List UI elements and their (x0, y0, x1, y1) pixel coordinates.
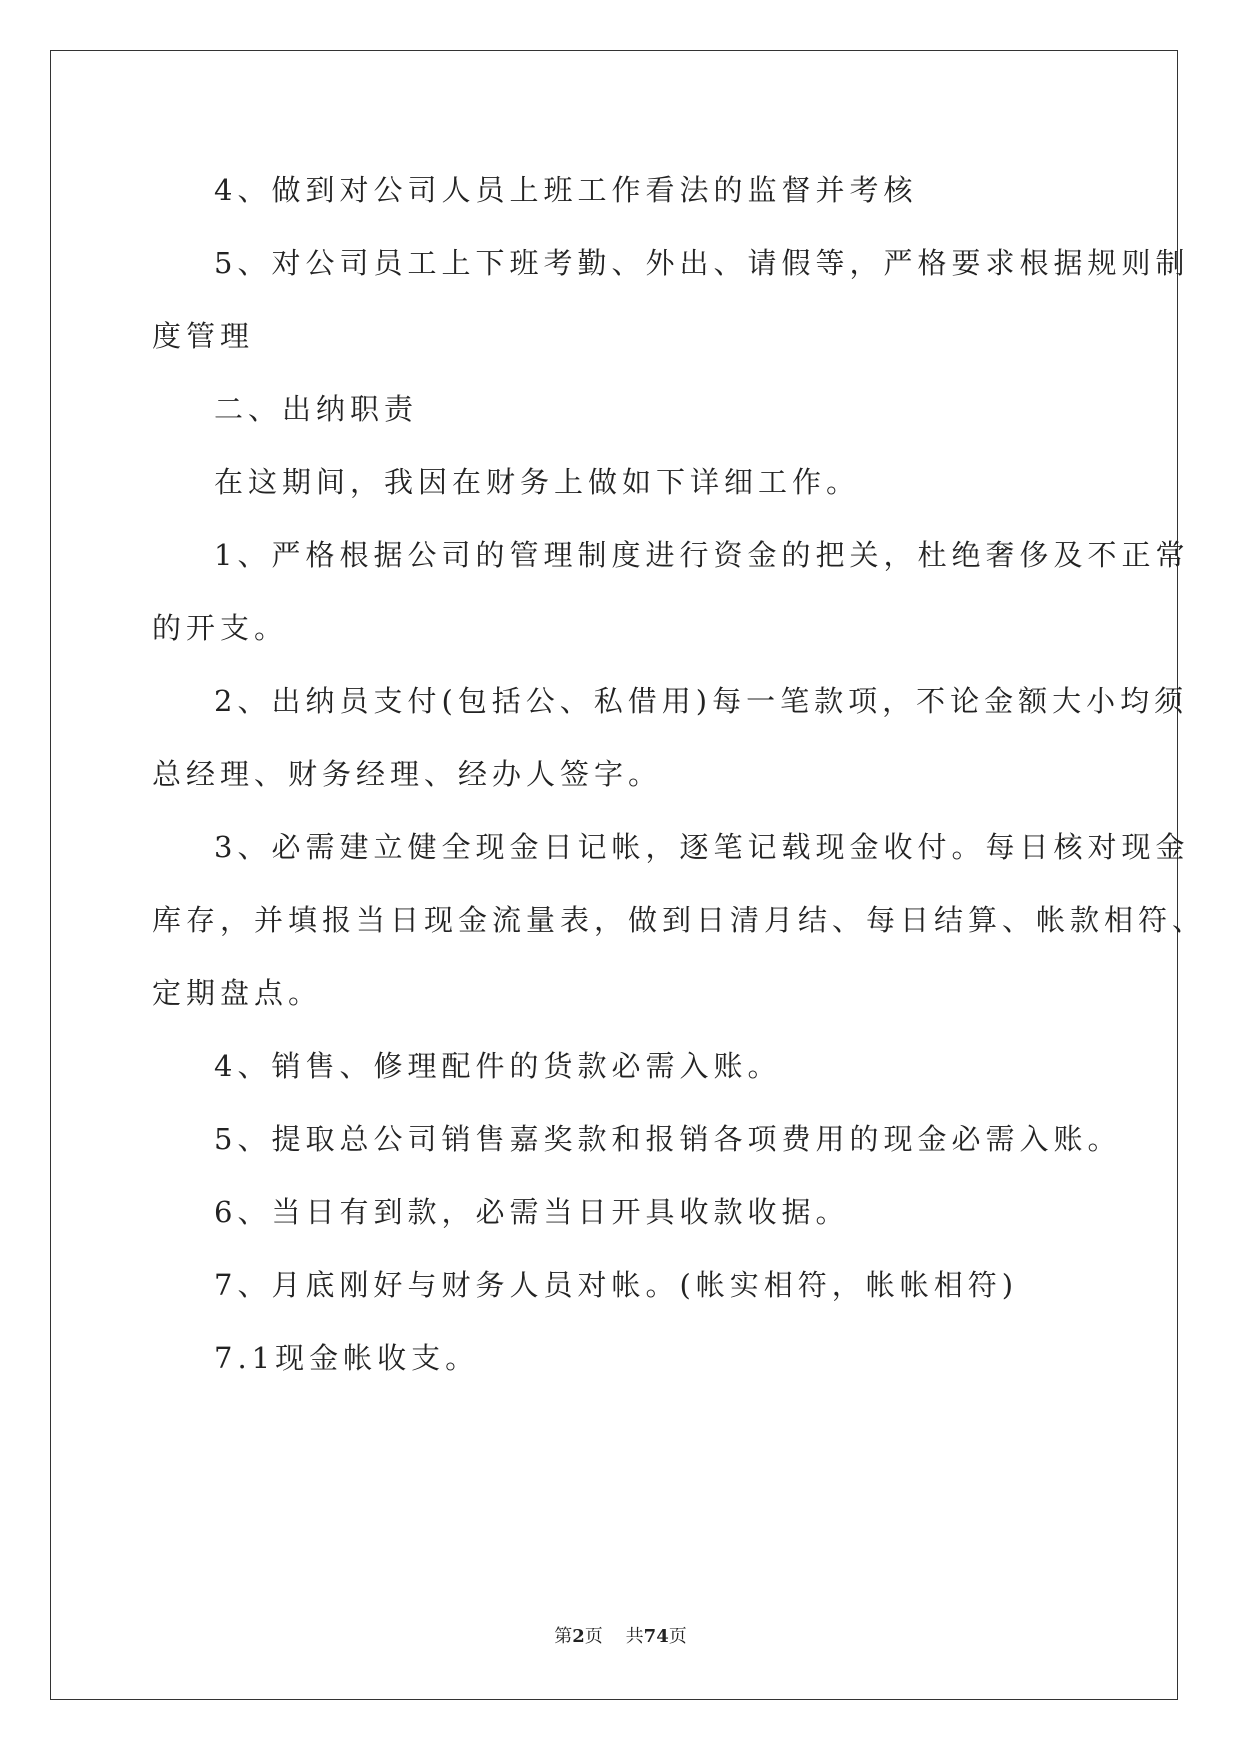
paragraph-line: 度管理 (152, 319, 255, 353)
page-border (50, 50, 1178, 1700)
paragraph-line: 4、销售、修理配件的货款必需入账。 (214, 1049, 782, 1083)
footer-total-suffix: 页 (668, 1626, 687, 1647)
paragraph-line: 1、严格根据公司的管理制度进行资金的把关，杜绝奢侈及不正常 (214, 538, 1190, 572)
paragraph-line: 3、必需建立健全现金日记帐，逐笔记载现金收付。每日核对现金 (214, 830, 1190, 864)
footer-page-number: 2 (572, 1626, 585, 1647)
paragraph-line: 的开支。 (152, 611, 289, 645)
paragraph-line: 库存，并填报当日现金流量表，做到日清月结、每日结算、帐款相符、 (152, 903, 1207, 937)
page-footer (0, 1622, 1241, 1648)
paragraph-line: 7、月底刚好与财务人员对帐。(帐实相符，帐帐相符) (214, 1268, 1019, 1302)
paragraph-line: 2、出纳员支付(包括公、私借用)每一笔款项，不论金额大小均须 (214, 684, 1189, 718)
footer-page-suffix: 页 (584, 1626, 603, 1647)
paragraph-line: 7.1现金帐收支。 (214, 1341, 480, 1375)
paragraph-line: 定期盘点。 (152, 976, 323, 1010)
paragraph-line: 5、提取总公司销售嘉奖款和报销各项费用的现金必需入账。 (214, 1122, 1122, 1156)
footer-total-prefix: 共 (625, 1626, 644, 1647)
paragraph-line: 4、做到对公司人员上班工作看法的监督并考核 (214, 173, 918, 207)
section-heading: 二、出纳职责 (214, 392, 419, 426)
paragraph-line: 6、当日有到款，必需当日开具收款收据。 (214, 1195, 850, 1229)
footer-prefix: 第 (554, 1626, 573, 1647)
paragraph-line: 总经理、财务经理、经办人签字。 (152, 757, 663, 791)
footer-total-pages: 74 (643, 1626, 669, 1647)
paragraph-line: 在这期间，我因在财务上做如下详细工作。 (214, 465, 861, 499)
paragraph-line: 5、对公司员工上下班考勤、外出、请假等，严格要求根据规则制 (214, 246, 1190, 280)
